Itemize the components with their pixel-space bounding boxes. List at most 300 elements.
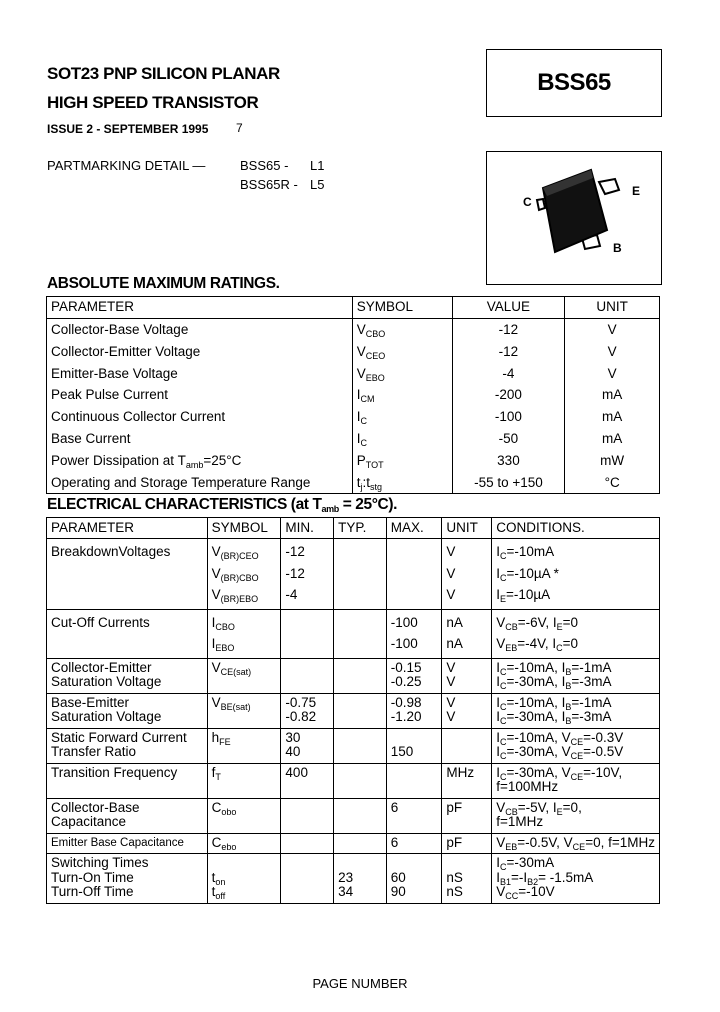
ec-parameter [47, 763, 208, 798]
ec-parameter-line: Capacitance [51, 814, 127, 829]
amr-unit: mA [565, 406, 660, 428]
ec-parameter-line: Turn-Off Time [51, 884, 134, 899]
amr-header-parameter: PARAMETER [47, 297, 353, 319]
ec-row [47, 854, 660, 904]
issue-mark: 7 [236, 121, 243, 135]
ec-symbol-line [212, 856, 277, 871]
ec-condition-line [496, 856, 655, 871]
ec-min-line: 30 [285, 729, 301, 745]
ec-condition-line [496, 661, 655, 676]
amr-parameter: Peak Pulse Current [51, 387, 169, 403]
ec-row [47, 539, 660, 610]
ec-condition-part: $I_E=-10\mu A$ [496, 587, 551, 604]
ec-condition-part-sub: C [499, 701, 507, 712]
ec-typ [334, 728, 387, 763]
ec-row [47, 728, 660, 763]
ec-condition-part: $I_B=-3mA$ [561, 709, 612, 726]
ec-symbol-text: $f_T$ [211, 764, 221, 782]
amr-value: -100 [452, 406, 565, 428]
amr-symbol [352, 319, 452, 341]
ec-condition-line [496, 780, 655, 795]
ec-unit [442, 728, 492, 763]
amr-symbol-text: $I_C$ [356, 430, 368, 448]
ec-condition-part-sub: B [565, 666, 572, 677]
ec-condition-part-sub: CB [505, 621, 518, 632]
ec-row [47, 609, 660, 658]
ec-typ [334, 833, 387, 854]
ec-unit-line: nA [446, 614, 463, 630]
partmarking-part-1: BSS65 - [240, 158, 289, 173]
ec-symbol-line [212, 766, 277, 781]
ec-unit-line: MHz [446, 764, 475, 780]
ec-symbol-text-sub: obo [221, 806, 237, 817]
ec-condition-part: $I_C=-30mA$, [496, 764, 562, 782]
ec-max [386, 854, 442, 904]
ec-parameter [47, 833, 208, 854]
ec-max-line: -0.25 [390, 674, 422, 689]
ec-symbol-text-sub: CBO [215, 621, 235, 632]
amr-value: -12 [452, 319, 565, 341]
partmarking-code-2: L5 [310, 177, 325, 192]
partmarking-code-1: L1 [310, 158, 325, 173]
ec-row [47, 798, 660, 833]
ec-condition-part-sub: C [499, 572, 507, 583]
ec-typ [334, 854, 387, 904]
ec-condition-part-sub: C [499, 681, 507, 691]
ec-symbol [207, 798, 281, 833]
ec-condition-part: $I_E=0$ [552, 614, 579, 632]
ec-condition-part: $V_{CE}=-0.3V$ [561, 729, 624, 747]
ec-symbol [207, 854, 281, 904]
amr-unit: V [565, 341, 660, 363]
ec-condition-part-sub: B [565, 716, 572, 726]
ec-condition-part-sub: E [556, 621, 563, 632]
ec-typ-line: 23 [338, 869, 354, 885]
ec-condition-part: $I_C=-10mA$, [496, 694, 562, 712]
ec-header-min: MIN. [281, 518, 334, 539]
ec-min [281, 609, 334, 658]
ec-conditions [492, 763, 660, 798]
ec-parameter-line: Collector-Emitter [51, 659, 152, 675]
ec-condition-line [496, 745, 655, 760]
ec-unit-line: V [446, 694, 456, 710]
ec-conditions [492, 693, 660, 728]
ec-condition-line [496, 584, 655, 606]
ec-condition-part-sub: E [499, 594, 506, 604]
title-line2: HIGH SPEED TRANSISTOR [47, 93, 259, 112]
ec-max-line: 60 [390, 869, 406, 885]
ec-min-line: 400 [285, 764, 308, 780]
ec-symbol [207, 763, 281, 798]
ec-symbol [207, 728, 281, 763]
ec-conditions [492, 658, 660, 693]
ec-symbol-text-sub: FE [219, 736, 231, 747]
amr-row [47, 428, 660, 450]
amr-symbol-text: $V_{EBO}$ [356, 365, 385, 383]
amr-row [47, 406, 660, 428]
ec-condition-part-sub: CB [505, 806, 518, 817]
ec-condition-part-sub: E [556, 806, 563, 817]
ec-condition-part: $I_C=-10mA$, [496, 729, 562, 747]
amr-row [47, 450, 660, 472]
ec-min [281, 539, 334, 610]
amr-value: -50 [452, 428, 565, 450]
ec-condition-line [496, 675, 655, 690]
ec-typ [334, 609, 387, 658]
ec-header-unit: UNIT [442, 518, 492, 539]
ec-symbol-line [212, 584, 277, 606]
ec-row [47, 833, 660, 854]
ec-symbol-text: $C_{ebo}$ [211, 834, 237, 852]
pin-b-label: B [613, 241, 622, 255]
amr-symbol-text-2-sub: stg [370, 481, 383, 492]
ec-max [386, 728, 442, 763]
ec-min [281, 658, 334, 693]
ec-min [281, 693, 334, 728]
amr-symbol [352, 363, 452, 385]
ec-symbol-text-sub: (BR)EBO [220, 594, 259, 604]
ec-unit-line: nS [446, 869, 463, 885]
ec-symbol [207, 693, 281, 728]
ec-conditions [492, 539, 660, 610]
amr-row [47, 384, 660, 406]
ec-symbol-text-sub: ebo [221, 841, 237, 852]
amr-value: -55 to +150 [452, 472, 565, 494]
ec-symbol-text-sub: (BR)CEO [220, 551, 259, 561]
ec-min [281, 798, 334, 833]
ec-min-line: -4 [285, 587, 298, 602]
ec-heading [47, 496, 397, 514]
ec-parameter [47, 539, 208, 610]
amr-unit: V [565, 363, 660, 385]
ec-symbol [207, 539, 281, 610]
amr-symbol [352, 384, 452, 406]
amr-parameter: Continuous Collector Current [51, 409, 226, 425]
ec-header-conditions: CONDITIONS. [492, 518, 660, 539]
ec-max [386, 693, 442, 728]
ec-condition-line [496, 731, 655, 746]
ec-condition-part: $I_C=-10\mu A$ * [496, 565, 559, 583]
ec-condition-part-sub: C [499, 862, 507, 872]
ec-header-max: MAX. [386, 518, 442, 539]
ec-symbol-line [212, 801, 277, 816]
ec-parameter-line: Collector-Base [51, 799, 140, 815]
ec-condition-part-sub: EB [505, 643, 518, 653]
amr-symbol-text-sub: CBO [365, 329, 386, 339]
ec-unit-line: pF [446, 834, 463, 850]
amr-symbol-text: $t_j$ [356, 474, 363, 492]
ec-parameter-line: Turn-On Time [51, 869, 134, 885]
ec-max-line: 6 [390, 799, 399, 815]
ec-unit-line: pF [446, 799, 463, 815]
ec-condition-part: $_{B2}$= -1.5mA [527, 869, 594, 887]
ec-max [386, 833, 442, 854]
ec-parameter [47, 658, 208, 693]
ec-condition-part: $I_C=-10mA$ [496, 544, 555, 561]
absolute-max-ratings-table [46, 296, 660, 494]
ec-parameter-line: Cut-Off Currents [51, 614, 150, 630]
ec-parameter [47, 609, 208, 658]
ec-symbol-text: $V_{CE(sat)}$ [211, 659, 252, 677]
sot23-package-drawing [487, 152, 661, 284]
ec-condition-part-sub: C [499, 551, 507, 561]
ec-parameter-line: Transfer Ratio [51, 744, 137, 759]
ec-typ [334, 763, 387, 798]
amr-symbol [352, 341, 452, 363]
ec-symbol-text-sub: EBO [215, 643, 235, 653]
amr-unit: mA [565, 384, 660, 406]
ec-parameter-line: BreakdownVoltages [51, 544, 171, 559]
amr-parameter: Collector-Base Voltage [51, 322, 189, 337]
ec-condition-line [496, 541, 655, 563]
ec-condition-line [496, 815, 655, 830]
ec-conditions [492, 833, 660, 854]
package-box [486, 151, 662, 285]
amr-row [47, 341, 660, 363]
amr-symbol [352, 472, 452, 494]
ec-symbol-line [212, 731, 277, 746]
ec-condition-part: $V_{CB}=-6V$, [496, 614, 553, 632]
ec-condition-line [496, 696, 655, 711]
amr-symbol [352, 428, 452, 450]
ec-unit-line: V [446, 544, 456, 559]
ec-unit-line: nS [446, 884, 463, 899]
ec-min [281, 728, 334, 763]
ec-min [281, 763, 334, 798]
ec-parameter-line: Static Forward Current [51, 729, 187, 745]
ec-symbol-line [212, 836, 277, 851]
ec-max-line: 90 [390, 884, 406, 899]
ec-condition-part: $I_{B1}=-I$ [496, 869, 528, 887]
ec-parameter-line: Switching Times [51, 855, 149, 870]
ec-header-typ: TYP. [334, 518, 387, 539]
ec-unit-line: V [446, 587, 456, 602]
ec-condition-part-sub: C [499, 716, 507, 726]
amr-row [47, 472, 660, 494]
amr-parameter-sub: amb [185, 459, 204, 470]
ec-symbol-text: $C_{obo}$ [211, 799, 237, 817]
ec-unit [442, 539, 492, 610]
ec-min [281, 854, 334, 904]
ec-symbol-text: $V_{(BR)EBO}$ [211, 587, 259, 604]
ec-symbol-line [212, 696, 277, 711]
ec-condition-part: $I_C=-10mA$, [496, 659, 562, 677]
ec-unit [442, 763, 492, 798]
ec-condition-part: $V_{EB}=-0.5V$, [496, 834, 564, 852]
ec-heading-sub: amb [321, 504, 339, 514]
partmarking-label: PARTMARKING DETAIL — [47, 158, 206, 173]
ec-symbol-text-sub: (BR)CBO [220, 572, 259, 583]
amr-parameter: Operating and Storage Temperature Range [51, 474, 311, 490]
amr-unit: mW [565, 450, 660, 472]
ec-symbol-line [212, 633, 277, 655]
ec-row [47, 658, 660, 693]
ec-condition-part-sub: CE [570, 771, 584, 782]
ec-symbol [207, 658, 281, 693]
ec-symbol-text: $h_{FE}$ [211, 729, 231, 747]
ec-parameter-line: Saturation Voltage [51, 674, 162, 689]
issue-date: ISSUE 2 - SEPTEMBER 1995 [47, 122, 209, 136]
ec-unit [442, 693, 492, 728]
amr-symbol-text: $V_{CEO}$ [356, 343, 386, 361]
ec-symbol-text: $t_{on}$ [211, 869, 226, 887]
ec-symbol-text: $I_{CBO}$ [211, 614, 235, 632]
ec-condition-part-sub: CE [570, 751, 584, 761]
ec-unit [442, 833, 492, 854]
ec-symbol-line [212, 612, 277, 634]
ec-condition-part: $V_{CE}=-10V$, [561, 764, 623, 782]
ec-condition-part: $V_{CC}=-10V$ [496, 884, 555, 901]
amr-parameter: Collector-Emitter Voltage [51, 343, 201, 359]
ec-max-line: -1.20 [390, 709, 422, 724]
ec-min-line: -0.75 [285, 694, 317, 710]
ec-typ-line [338, 856, 382, 871]
amr-symbol-text: $V_{CBO}$ [356, 322, 386, 339]
ec-parameter [47, 798, 208, 833]
ec-condition-part-sub: CE [572, 841, 586, 852]
ec-condition-line [496, 885, 655, 900]
ec-typ [334, 798, 387, 833]
ec-heading-tail: = 25°C). [338, 496, 398, 513]
amr-symbol-text-sub: TOT [365, 459, 384, 470]
ec-condition-part-sub: C [499, 771, 507, 782]
ec-symbol-text: $V_{(BR)CBO}$ [211, 565, 259, 583]
amr-symbol-text-sub: C [360, 416, 368, 427]
ec-max-line [391, 731, 438, 746]
ec-heading-text: ELECTRICAL CHARACTERISTICS (at T [47, 496, 322, 513]
amr-symbol [352, 406, 452, 428]
ec-condition-line [496, 612, 655, 634]
ec-condition-line [496, 633, 655, 655]
part-number: BSS65 [537, 69, 611, 96]
ec-condition-line [496, 563, 655, 585]
amr-value: -4 [452, 363, 565, 385]
ec-condition-line [496, 871, 655, 886]
ec-header-symbol: SYMBOL [207, 518, 281, 539]
ec-min-line: 40 [285, 744, 301, 759]
ec-max-line: 150 [390, 744, 414, 759]
ec-unit-line: V [446, 674, 456, 689]
ec-symbol-text-sub: T [215, 771, 221, 782]
ec-condition-part-sub: C [499, 736, 507, 747]
ec-condition-part: $V_{CB}=-5V$, [496, 799, 553, 817]
amr-parameter: Power Dissipation at $T_{amb}=25^\circ C$ [51, 452, 242, 470]
ec-symbol-text-sub: off [215, 891, 226, 901]
part-number-box [486, 49, 662, 117]
ec-condition-part-sub: CE [570, 736, 584, 747]
amr-value: -200 [452, 384, 565, 406]
ec-condition-part: $I_B=-1mA$ [561, 694, 612, 712]
ec-max [386, 798, 442, 833]
ec-condition-part: $I_C=-30mA$, [496, 744, 562, 761]
ec-condition-part: $I_C=-30mA$ [496, 855, 555, 872]
partmarking-part-2: BSS65R - [240, 177, 298, 192]
ec-condition-line [496, 710, 655, 725]
ec-symbol-line [212, 885, 277, 900]
ec-parameter-line: Transition Frequency [51, 764, 178, 780]
amr-heading: ABSOLUTE MAXIMUM RATINGS. [47, 275, 280, 292]
ec-max [386, 763, 442, 798]
ec-min-line: -12 [285, 544, 305, 559]
ec-parameter [47, 728, 208, 763]
ec-condition-line [496, 836, 655, 851]
ec-condition-part: $I_C=-30mA$, [496, 709, 562, 726]
ec-unit [442, 609, 492, 658]
amr-symbol-text-sub: j [360, 481, 363, 492]
ec-min [281, 833, 334, 854]
ec-symbol-text-sub: on [215, 876, 226, 887]
ec-symbol-text: $V_{(BR)CEO}$ [211, 544, 259, 561]
ec-symbol [207, 833, 281, 854]
amr-header-unit: UNIT [565, 297, 660, 319]
ec-unit-line: nA [446, 636, 463, 651]
ec-unit-line: V [446, 709, 456, 724]
ec-symbol-line [212, 541, 277, 563]
ec-condition-part: $V_{CE}=0$, f=1MHz [563, 834, 655, 852]
ec-condition-part: $I_E=0$, [552, 799, 582, 817]
amr-unit: V [565, 319, 660, 341]
ec-row [47, 693, 660, 728]
ec-min-line: -12 [285, 565, 305, 581]
ec-condition-part: $I_C=0$ [552, 636, 579, 653]
ec-condition-part-sub: B [565, 681, 572, 691]
ec-unit-line [446, 856, 487, 871]
ec-max-line: -100 [390, 614, 418, 630]
ec-conditions [492, 854, 660, 904]
amr-symbol-text-sub: CEO [365, 350, 386, 361]
amr-parameter: Emitter-Base Voltage [51, 365, 178, 381]
ec-max-line: -0.98 [390, 694, 422, 710]
ec-condition-part: f=100MHz [496, 779, 559, 794]
ec-condition-line [496, 801, 655, 816]
ec-max [386, 658, 442, 693]
amr-parameter: Base Current [51, 430, 131, 446]
ec-min-line: -0.82 [285, 709, 317, 724]
ec-typ [334, 539, 387, 610]
ec-max-line: -0.15 [390, 659, 422, 675]
amr-value: 330 [452, 450, 565, 472]
ec-parameter-line: Saturation Voltage [51, 709, 162, 724]
amr-symbol-text-sub: C [360, 437, 368, 448]
ec-symbol-text: $t_{off}$ [211, 884, 226, 901]
ec-condition-part: $I_B=-1mA$ [561, 659, 612, 677]
ec-header-parameter: PARAMETER [51, 520, 135, 535]
ec-parameter [47, 693, 208, 728]
pin-c-label: C [523, 195, 532, 209]
amr-symbol-text-sub: CM [360, 394, 375, 405]
ec-typ [334, 693, 387, 728]
pin-e-label: E [632, 184, 641, 198]
ec-condition-part-sub: B1 [499, 876, 511, 887]
ec-symbol-line [212, 661, 277, 676]
ec-condition-part: $V_{CE}=-0.5V$ [561, 744, 624, 761]
ec-conditions [492, 609, 660, 658]
ec-condition-part-sub: B [565, 701, 572, 712]
amr-symbol-text-sub: EBO [365, 372, 385, 383]
ec-condition-line [496, 766, 655, 781]
ec-condition-part: $V_{EB}=-4V$, [496, 636, 553, 653]
ec-conditions [492, 728, 660, 763]
amr-row [47, 363, 660, 385]
ec-condition-part-sub: B2 [527, 876, 539, 887]
amr-value: -12 [452, 341, 565, 363]
ec-parameter-line: Base-Emitter [51, 694, 130, 710]
ec-max-line: -100 [390, 636, 418, 651]
ec-unit-line: V [446, 565, 456, 581]
ec-condition-part: $I_B=-3mA$ [561, 674, 612, 691]
ec-symbol-text-sub: BE(sat) [220, 701, 251, 712]
ec-symbol-text: $I_{EBO}$ [211, 636, 235, 653]
